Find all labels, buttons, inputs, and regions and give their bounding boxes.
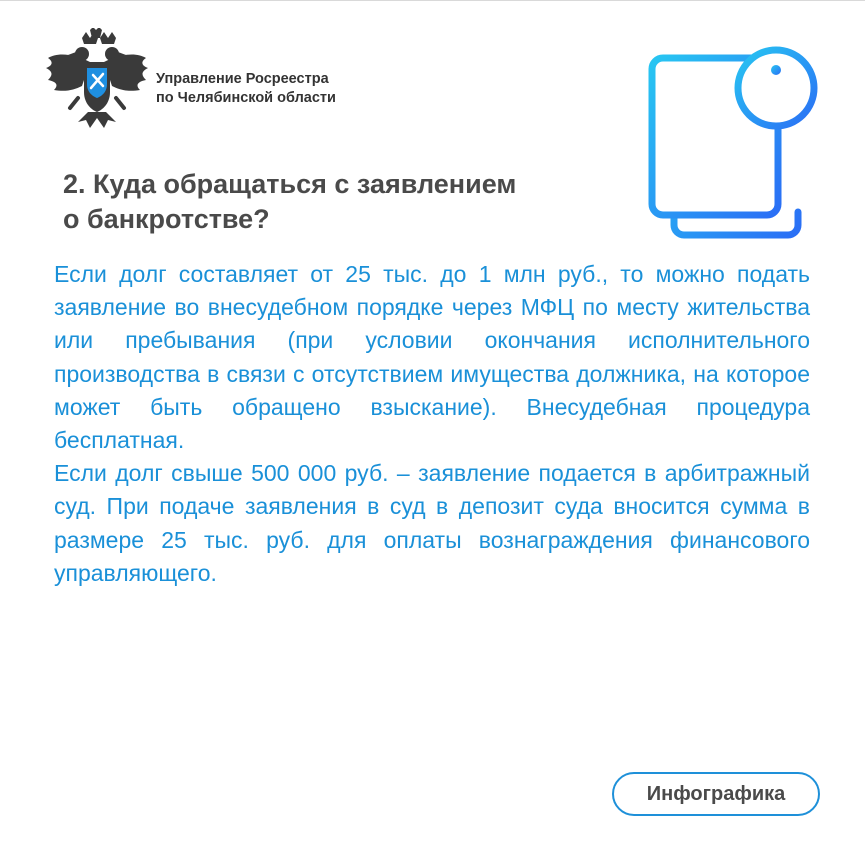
rosreestr-eagle-icon bbox=[44, 28, 150, 132]
page-title-line2: о банкротстве? bbox=[63, 204, 270, 234]
infographic-badge: Инфографика bbox=[612, 772, 820, 816]
paragraph-extrajudicial: Если долг составляет от 25 тыс. до 1 млн руб., то можно подать заявление во внесудебном порядке через МФЦ по месту жительства или пребывания (при условии окончания исполнительного производства в связи с отсутствием имущества должника, на которое может быть обращено взыскание). Внесудебная процедура бесплатная. bbox=[54, 261, 810, 454]
paragraph-arbitration-court: Если долг свыше 500 000 руб. – заявление подается в арбитражный суд. При подаче заявления в суд в депозит суда вносится сумма в размере 25 тыс. руб. для оплаты вознаграждения финансового управляющего. bbox=[54, 460, 810, 586]
organization-name bbox=[156, 70, 336, 108]
page-title bbox=[63, 167, 633, 237]
page-title-line1: 2. Куда обращаться с заявлением bbox=[63, 169, 517, 199]
organization-name-line2: по Челябинской области bbox=[156, 90, 336, 106]
document-info-icon bbox=[640, 40, 830, 250]
top-divider bbox=[0, 0, 865, 1]
body-text bbox=[54, 258, 810, 590]
organization-name-line1: Управление Росреестра bbox=[156, 71, 329, 87]
